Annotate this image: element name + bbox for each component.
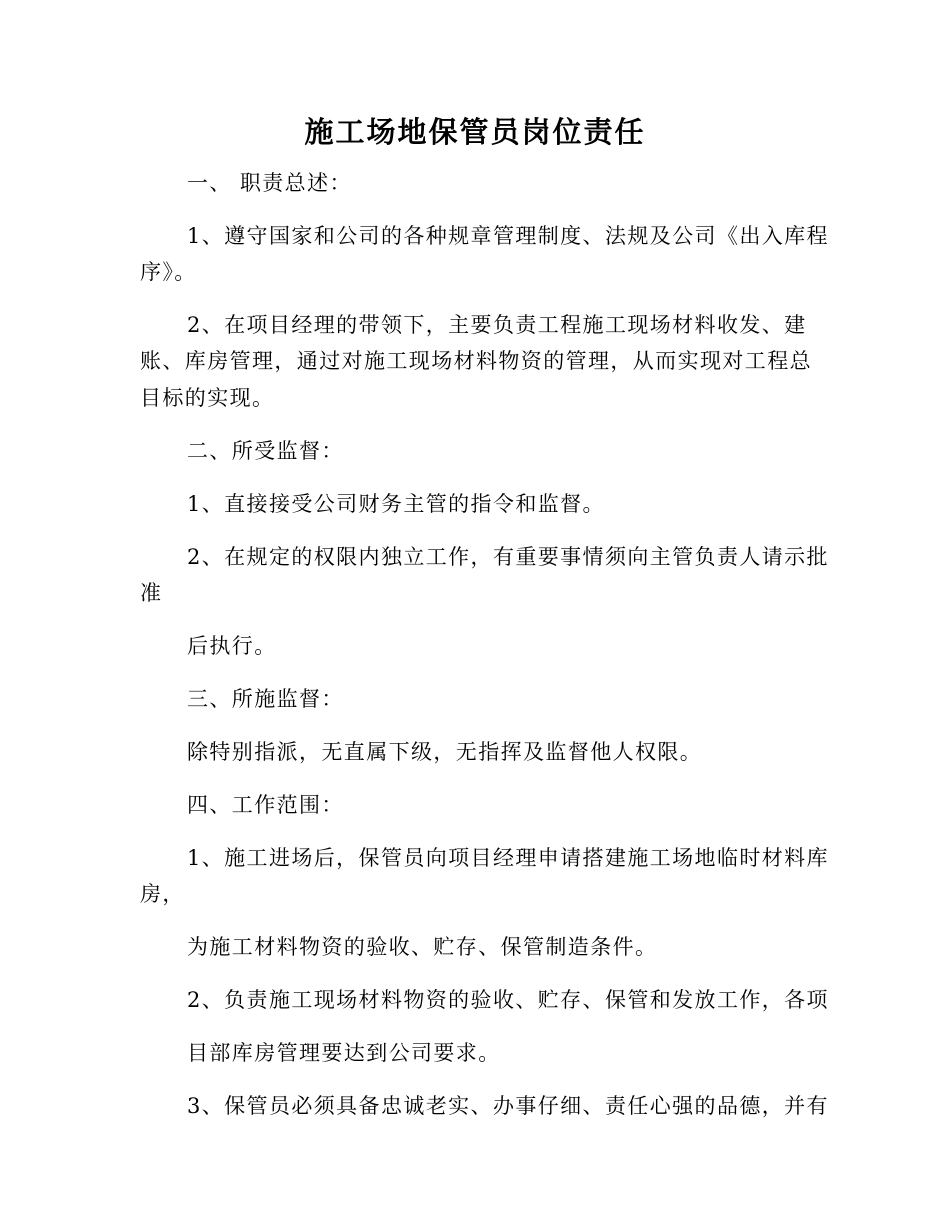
paragraph-line: 除特别指派，无直属下级，无指挥及监督他人权限。: [187, 740, 703, 764]
paragraph-line: 房，: [140, 882, 185, 906]
paragraph-line: 目部库房管理要达到公司要求。: [187, 1041, 501, 1065]
paragraph-line: 2、在规定的权限内独立工作，有重要事情须向主管负责人请示批: [187, 545, 829, 569]
paragraph-line: 为施工材料物资的验收、贮存、保管制造条件。: [187, 935, 658, 959]
section-heading-3: 三、所施监督：: [187, 687, 344, 711]
paragraph-line: 准: [140, 581, 163, 605]
section-heading-4: 四、工作范围：: [187, 793, 344, 817]
paragraph-line: 2、负责施工现场材料物资的验收、贮存、保管和发放工作，各项: [187, 988, 829, 1012]
paragraph-line: 1、遵守国家和公司的各种规章管理制度、法规及公司《出入库程: [187, 224, 829, 248]
paragraph-line: 1、施工进场后，保管员向项目经理申请搭建施工场地临时材料库: [187, 846, 829, 870]
paragraph-line: 账、库房管理，通过对施工现场材料物资的管理，从而实现对工程总: [140, 349, 812, 373]
paragraph-line: 3、保管员必须具备忠诚老实、办事仔细、责任心强的品德，并有: [187, 1094, 829, 1118]
section-heading-2: 二、所受监督：: [187, 439, 344, 463]
paragraph-line: 2、在项目经理的带领下，主要负责工程施工现场材料收发、建: [187, 313, 807, 337]
document-title: 施工场地保管员岗位责任: [304, 115, 646, 149]
paragraph-line: 序》。: [140, 260, 197, 284]
paragraph-line: 目标的实现。: [140, 386, 275, 410]
paragraph-line: 后执行。: [187, 634, 277, 658]
section-heading-1: 一、 职责总述：: [187, 171, 352, 195]
paragraph-line: 1、直接接受公司财务主管的指令和监督。: [187, 492, 605, 516]
